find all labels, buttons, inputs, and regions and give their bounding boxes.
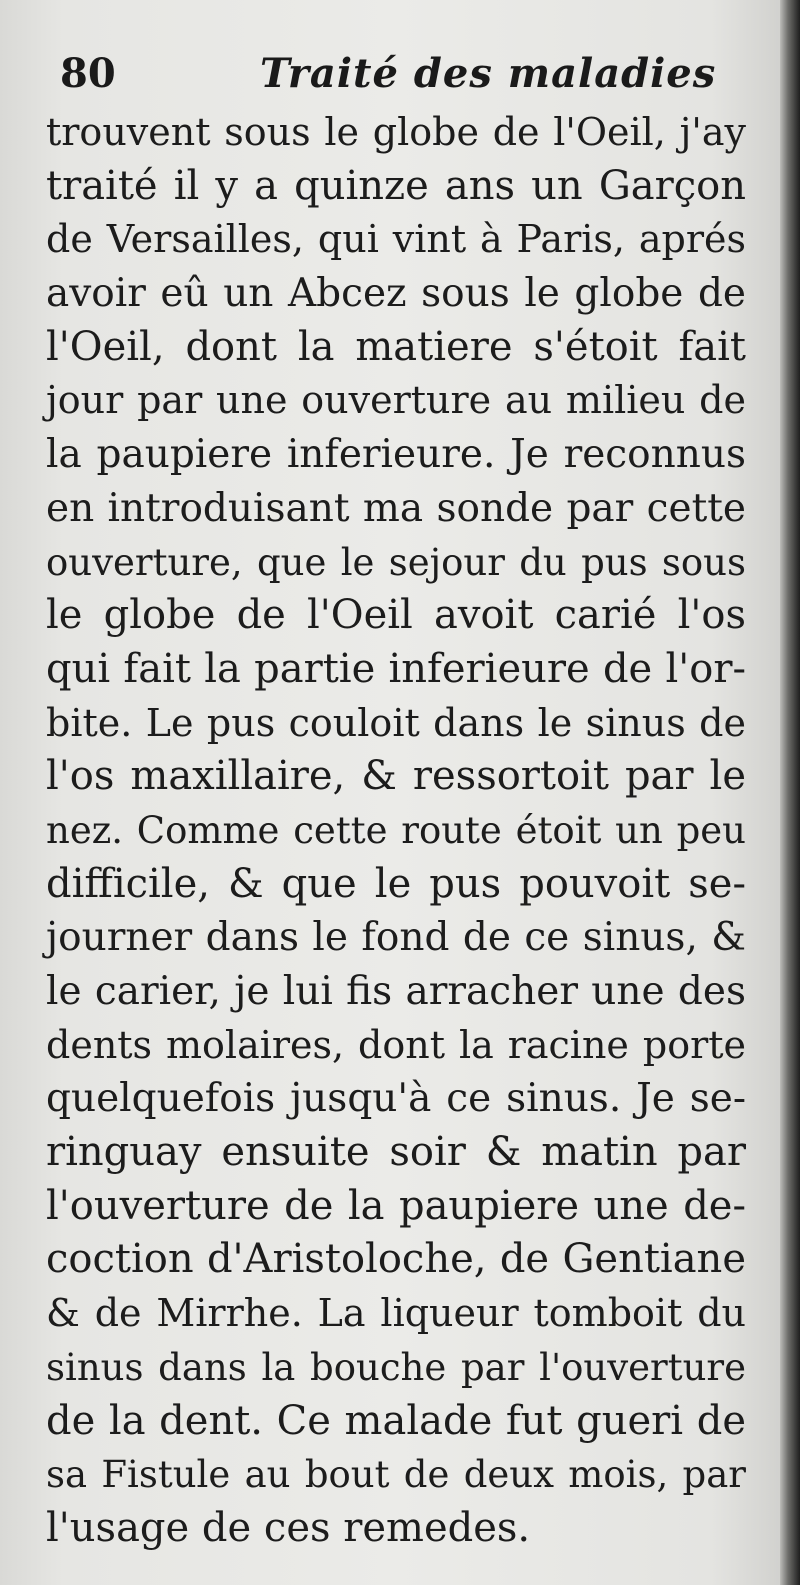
page-edge-shadow [780, 0, 800, 1585]
text-line: trouvent sous le globe de l'Oeil, j'ay [46, 110, 746, 154]
text-line: coction d'Aristoloche, de Gentiane [46, 1236, 746, 1283]
text-line: & de Mirrhe. La liqueur tomboit du [46, 1291, 746, 1336]
text-line: en introduisant ma sonde par cette [46, 485, 746, 531]
text-line-last: l'usage de ces remedes. [46, 1504, 531, 1551]
page-header [60, 50, 750, 110]
text-line: sa Fistule au bout de deux mois, par [46, 1453, 746, 1497]
text-line: dents molaires, dont la racine porte [46, 1022, 746, 1067]
text-line: le carier, je lui fis arracher une des [46, 969, 746, 1014]
running-title: Traité des maladies [260, 50, 717, 97]
text-line: sinus dans la bouche par l'ouverture [46, 1345, 746, 1389]
text-line: ouverture, que le sejour du pus sous [46, 540, 746, 584]
body-text [46, 106, 746, 1556]
text-line: quelquefois jusqu'à ce sinus. Je se- [46, 1076, 746, 1122]
text-line: journer dans le fond de ce sinus, & [46, 915, 746, 961]
text-line: difficile, & que le pus pouvoit se- [46, 860, 746, 907]
text-line: l'os maxillaire, & ressortoit par le [46, 753, 746, 800]
text-line: de Versailles, qui vint à Paris, aprés [46, 217, 746, 262]
text-line: bite. Le pus couloit dans le sinus de [46, 700, 746, 745]
text-line: ringuay ensuite soir & matin par [46, 1129, 746, 1176]
page-number: 80 [60, 50, 116, 97]
text-line: de la dent. Ce malade fut gueri de [46, 1397, 746, 1444]
text-line: traité il y a quinze ans un Garçon [46, 162, 746, 209]
text-line: le globe de l'Oeil avoit carié l'os [46, 592, 746, 639]
text-line: l'Oeil, dont la matiere s'étoit fait [46, 323, 746, 370]
text-line: la paupiere inferieure. Je reconnus [46, 432, 746, 478]
text-line: jour par une ouverture au milieu de [46, 378, 746, 423]
text-line: nez. Comme cette route étoit un peu [46, 808, 746, 852]
text-line: l'ouverture de la paupiere une de- [46, 1182, 746, 1229]
text-line: qui fait la partie inferieure de l'or- [46, 645, 746, 692]
text-line: avoir eû un Abcez sous le globe de [46, 271, 746, 317]
